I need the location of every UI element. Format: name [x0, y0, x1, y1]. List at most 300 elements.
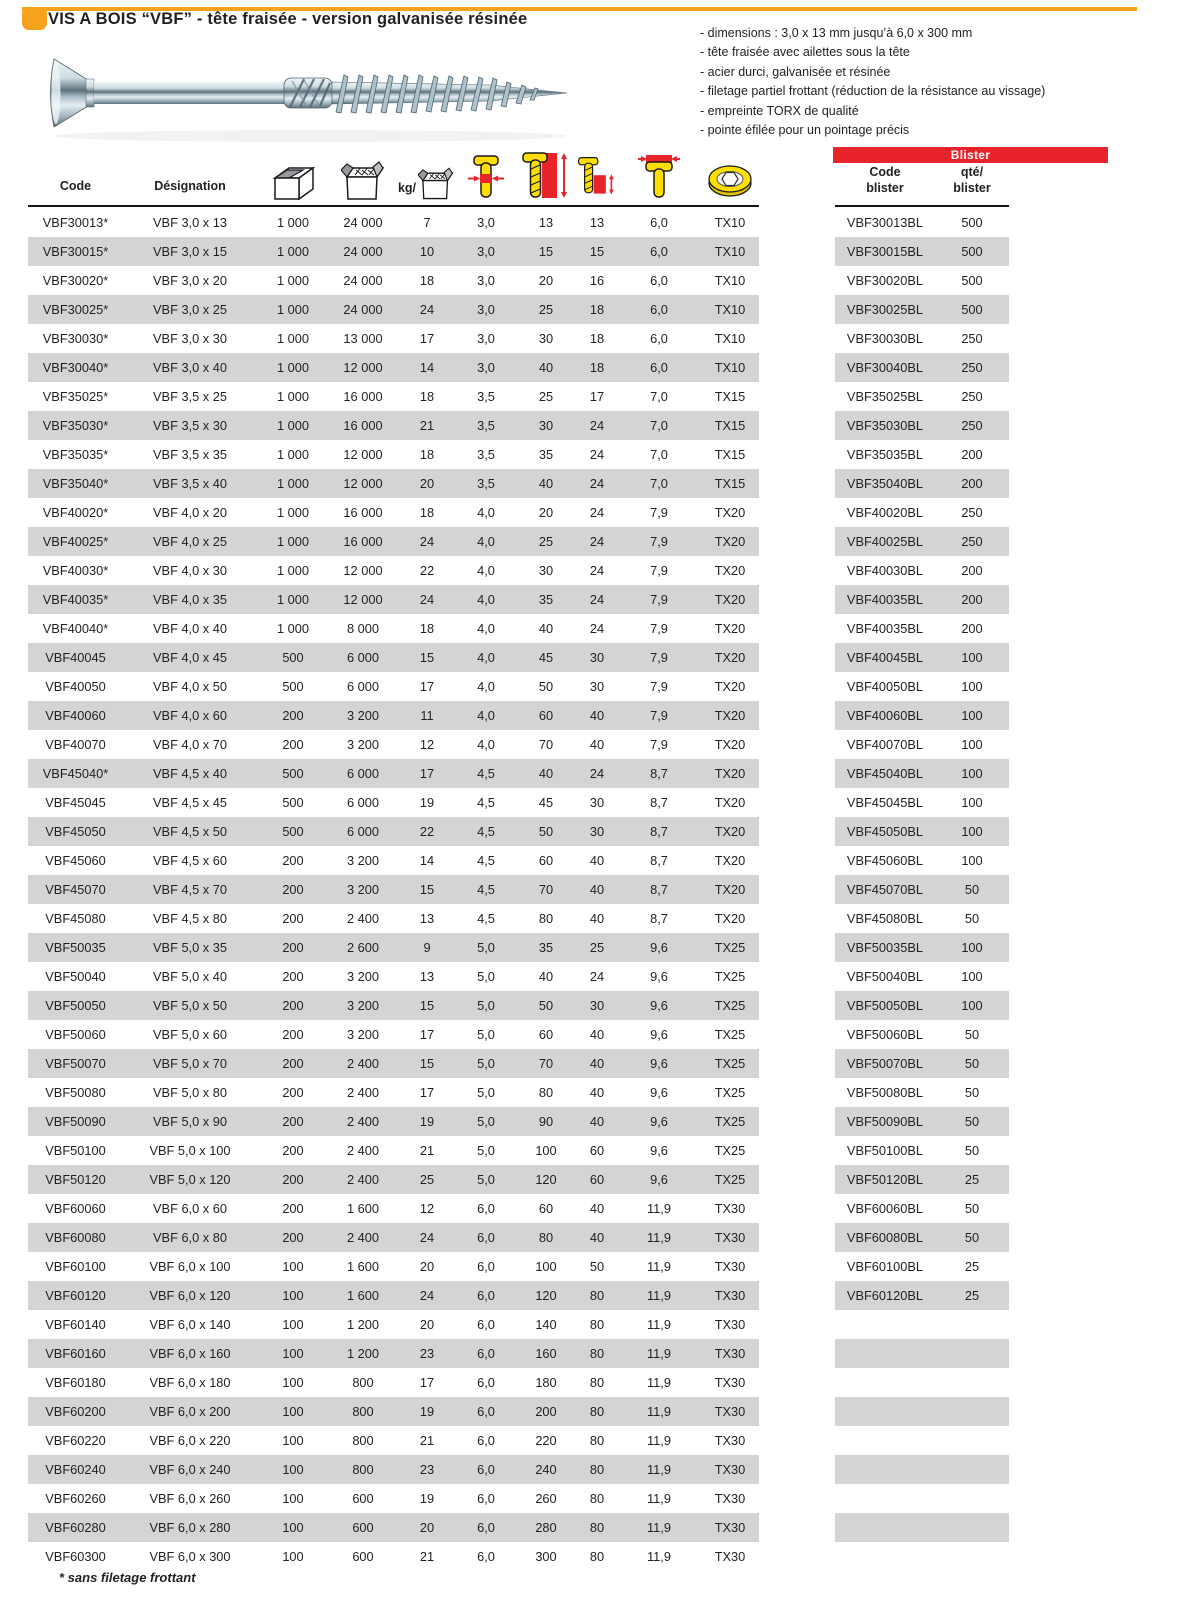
- table-cell: 13: [538, 215, 554, 230]
- blister-cell: VBF40070BL: [846, 737, 924, 752]
- blister-cell: VBF35040BL: [846, 476, 924, 491]
- table-cell: TX30: [714, 1520, 746, 1535]
- table-row: [28, 730, 759, 759]
- table-cell: VBF 6,0 x 160: [149, 1346, 231, 1361]
- table-cell: 5,0: [477, 1172, 495, 1187]
- table-cell: VBF35040*: [42, 476, 109, 491]
- blister-cell: 100: [961, 679, 983, 694]
- blister-cell: VBF40050BL: [846, 679, 924, 694]
- table-cell: 20: [419, 1259, 435, 1274]
- table-cell: 45: [538, 795, 554, 810]
- table-cell: 2 400: [346, 1143, 380, 1158]
- table-cell: VBF 3,0 x 25: [153, 302, 227, 317]
- table-cell: TX15: [714, 447, 746, 462]
- blister-cell: 200: [961, 592, 983, 607]
- table-cell: 40: [589, 882, 605, 897]
- table-cell: 300: [535, 1549, 557, 1564]
- blister-cell: VBF35025BL: [846, 389, 924, 404]
- blister-row: [835, 1455, 1009, 1484]
- table-cell: VBF 6,0 x 240: [149, 1462, 231, 1477]
- table-cell: 100: [282, 1346, 304, 1361]
- table-cell: TX20: [714, 563, 746, 578]
- table-cell: 2 400: [346, 1172, 380, 1187]
- table-cell: 1 000: [276, 331, 310, 346]
- table-cell: 7,0: [650, 418, 668, 433]
- table-cell: 8,7: [650, 795, 668, 810]
- table-cell: 19: [419, 795, 435, 810]
- table-cell: VBF60100: [45, 1259, 106, 1274]
- table-cell: TX20: [714, 650, 746, 665]
- blister-cell: 50: [964, 1201, 980, 1216]
- table-row: [28, 759, 759, 788]
- blister-cell: 250: [961, 418, 983, 433]
- table-cell: 4,0: [477, 621, 495, 636]
- blister-row: [835, 469, 1009, 498]
- table-cell: 40: [589, 911, 605, 926]
- blister-row: [835, 1049, 1009, 1078]
- blister-cell: 100: [961, 650, 983, 665]
- table-cell: 1 000: [276, 563, 310, 578]
- table-cell: VBF 6,0 x 100: [149, 1259, 231, 1274]
- blister-cell: 50: [964, 1056, 980, 1071]
- table-cell: 11: [420, 708, 434, 723]
- table-cell: 12 000: [343, 360, 383, 375]
- table-cell: 17: [419, 331, 435, 346]
- table-cell: 13: [419, 911, 435, 926]
- table-cell: 200: [282, 969, 304, 984]
- table-cell: VBF40045: [45, 650, 106, 665]
- table-cell: VBF60080: [45, 1230, 106, 1245]
- table-cell: 200: [282, 1056, 304, 1071]
- table-cell: 35: [538, 447, 554, 462]
- table-cell: 12 000: [343, 592, 383, 607]
- table-cell: VBF45050: [45, 824, 106, 839]
- blister-row: [835, 1339, 1009, 1368]
- table-cell: 9,6: [650, 969, 668, 984]
- blister-cell: 250: [961, 505, 983, 520]
- table-cell: 4,0: [477, 505, 495, 520]
- table-cell: 200: [282, 1143, 304, 1158]
- blister-row: [835, 614, 1009, 643]
- table-cell: 3 200: [346, 737, 380, 752]
- table-cell: 500: [282, 650, 304, 665]
- blister-code-header-line1: Code: [869, 165, 901, 179]
- table-cell: 7,9: [650, 679, 668, 694]
- table-cell: 3,5: [477, 447, 495, 462]
- blister-cell: VBF40035BL: [846, 592, 924, 607]
- table-cell: VBF 6,0 x 140: [149, 1317, 231, 1332]
- table-cell: VBF 3,5 x 25: [153, 389, 227, 404]
- table-cell: 2 600: [346, 940, 380, 955]
- table-cell: 200: [282, 708, 304, 723]
- table-cell: 10: [419, 244, 435, 259]
- table-cell: 21: [419, 1143, 435, 1158]
- table-cell: 100: [282, 1549, 304, 1564]
- table-row: [28, 1339, 759, 1368]
- table-cell: TX30: [714, 1317, 746, 1332]
- table-cell: 15: [538, 244, 554, 259]
- table-cell: 24: [589, 592, 605, 607]
- blister-row: [835, 585, 1009, 614]
- table-cell: 21: [419, 418, 435, 433]
- table-cell: 6,0: [650, 273, 668, 288]
- blister-row: [835, 498, 1009, 527]
- table-row: [28, 324, 759, 353]
- table-cell: 24: [419, 592, 435, 607]
- table-cell: 500: [282, 795, 304, 810]
- blister-cell: 50: [964, 1085, 980, 1100]
- table-cell: 1 600: [346, 1201, 380, 1216]
- table-cell: VBF 3,5 x 40: [153, 476, 227, 491]
- table-cell: VBF60240: [45, 1462, 106, 1477]
- blister-cell: 200: [961, 563, 983, 578]
- table-cell: 260: [535, 1491, 557, 1506]
- table-cell: TX20: [714, 592, 746, 607]
- table-cell: 18: [419, 447, 435, 462]
- blister-qty-header-line1: qté/: [960, 165, 984, 179]
- table-cell: 1 000: [276, 360, 310, 375]
- table-cell: 3 200: [346, 882, 380, 897]
- table-cell: 100: [535, 1259, 557, 1274]
- table-cell: VBF 4,0 x 40: [153, 621, 227, 636]
- table-cell: 6,0: [477, 1375, 495, 1390]
- table-cell: 200: [282, 1027, 304, 1042]
- table-row: [28, 411, 759, 440]
- table-cell: 30: [538, 331, 554, 346]
- table-cell: 80: [589, 1462, 605, 1477]
- table-cell: TX30: [714, 1462, 746, 1477]
- blister-row: [835, 701, 1009, 730]
- blister-row: [835, 324, 1009, 353]
- blister-row: [835, 411, 1009, 440]
- table-cell: TX25: [714, 998, 746, 1013]
- feature-item: - acier durci, galvanisée et résinée: [700, 64, 891, 79]
- table-cell: 200: [282, 1230, 304, 1245]
- table-cell: VBF40070: [45, 737, 106, 752]
- table-row: [28, 1107, 759, 1136]
- table-cell: 23: [419, 1346, 435, 1361]
- table-cell: 6,0: [477, 1462, 495, 1477]
- blister-row: [835, 1310, 1009, 1339]
- table-cell: VBF 4,0 x 25: [153, 534, 227, 549]
- table-cell: 15: [589, 244, 605, 259]
- blister-cell: 100: [961, 737, 983, 752]
- table-cell: 1 000: [276, 418, 310, 433]
- table-cell: VBF 5,0 x 35: [153, 940, 227, 955]
- table-cell: 1 000: [276, 621, 310, 636]
- table-cell: 80: [538, 911, 554, 926]
- blister-cell: 100: [961, 766, 983, 781]
- blister-row: [835, 759, 1009, 788]
- table-cell: 60: [589, 1143, 605, 1158]
- table-cell: 6,0: [650, 331, 668, 346]
- table-cell: VBF60280: [45, 1520, 106, 1535]
- table-cell: VBF30025*: [42, 302, 109, 317]
- table-cell: VBF 5,0 x 40: [153, 969, 227, 984]
- table-cell: 24: [589, 621, 605, 636]
- table-cell: 800: [352, 1404, 374, 1419]
- table-cell: TX30: [714, 1346, 746, 1361]
- table-cell: TX25: [714, 1172, 746, 1187]
- feature-item: - dimensions : 3,0 x 13 mm jusqu’à 6,0 x 300 mm: [700, 26, 973, 40]
- blister-cell: VBF50120BL: [846, 1172, 924, 1187]
- thread-length-icon: [577, 152, 617, 204]
- blister-row: [835, 1484, 1009, 1513]
- table-cell: VBF 4,5 x 50: [153, 824, 227, 839]
- table-cell: 50: [538, 679, 554, 694]
- table-row: [28, 846, 759, 875]
- table-cell: 200: [282, 1201, 304, 1216]
- table-cell: 30: [538, 563, 554, 578]
- table-cell: 9,6: [650, 940, 668, 955]
- table-cell: VBF60220: [45, 1433, 106, 1448]
- table-cell: 22: [419, 824, 435, 839]
- table-cell: 9,6: [650, 1143, 668, 1158]
- table-cell: 4,5: [477, 766, 495, 781]
- table-cell: 18: [589, 360, 605, 375]
- table-row: [28, 1136, 759, 1165]
- table-cell: 22: [419, 563, 435, 578]
- table-cell: 2 400: [346, 911, 380, 926]
- table-cell: 8 000: [346, 621, 380, 636]
- table-cell: 70: [538, 882, 554, 897]
- table-cell: 80: [589, 1520, 605, 1535]
- table-cell: 6,0: [477, 1346, 495, 1361]
- table-cell: 17: [419, 1027, 435, 1042]
- table-cell: 18: [589, 331, 605, 346]
- table-cell: 9,6: [650, 998, 668, 1013]
- table-cell: 200: [282, 882, 304, 897]
- table-cell: 7,0: [650, 447, 668, 462]
- table-cell: 3,0: [477, 360, 495, 375]
- table-cell: VBF60300: [45, 1549, 106, 1564]
- table-cell: TX30: [714, 1230, 746, 1245]
- table-cell: 60: [538, 708, 554, 723]
- table-cell: VBF 5,0 x 90: [153, 1114, 227, 1129]
- column-header-code: Code: [59, 179, 92, 193]
- column-header-blister-qty: [935, 165, 1009, 196]
- table-cell: 15: [419, 882, 435, 897]
- table-cell: 7,9: [650, 505, 668, 520]
- blister-row: [835, 1194, 1009, 1223]
- table-cell: 100: [535, 1143, 557, 1158]
- table-cell: 11,9: [647, 1346, 671, 1361]
- table-cell: 4,0: [477, 592, 495, 607]
- table-cell: 80: [589, 1491, 605, 1506]
- table-cell: 1 600: [346, 1259, 380, 1274]
- table-cell: VBF 3,0 x 40: [153, 360, 227, 375]
- table-cell: 25: [538, 389, 554, 404]
- table-cell: 9,6: [650, 1056, 668, 1071]
- table-cell: 1 000: [276, 505, 310, 520]
- table-cell: 1 600: [346, 1288, 380, 1303]
- table-cell: VBF45045: [45, 795, 106, 810]
- table-cell: VBF 3,5 x 30: [153, 418, 227, 433]
- table-cell: 6,0: [477, 1201, 495, 1216]
- table-row: [28, 1078, 759, 1107]
- blister-row: [835, 1542, 1009, 1571]
- table-cell: 160: [535, 1346, 557, 1361]
- table-cell: TX25: [714, 1114, 746, 1129]
- table-cell: 21: [419, 1433, 435, 1448]
- table-cell: VBF45060: [45, 853, 106, 868]
- table-cell: 45: [538, 650, 554, 665]
- blister-row: [835, 1165, 1009, 1194]
- table-cell: 12 000: [343, 476, 383, 491]
- blister-row: [835, 875, 1009, 904]
- table-cell: VBF30015*: [42, 244, 109, 259]
- blister-row: [835, 1136, 1009, 1165]
- table-row: [28, 1049, 759, 1078]
- table-cell: 500: [282, 679, 304, 694]
- table-cell: 23: [419, 1462, 435, 1477]
- blister-row: [835, 382, 1009, 411]
- table-cell: 3,0: [477, 215, 495, 230]
- blister-row: [835, 266, 1009, 295]
- blister-cell: VBF30020BL: [846, 273, 924, 288]
- table-cell: 8,7: [650, 824, 668, 839]
- table-cell: 2 400: [346, 1085, 380, 1100]
- table-cell: VBF 3,5 x 35: [153, 447, 227, 462]
- table-cell: 6,0: [477, 1491, 495, 1506]
- table-cell: 19: [419, 1404, 435, 1419]
- table-cell: TX30: [714, 1491, 746, 1506]
- kg-per-carton-icon: [391, 152, 461, 204]
- table-cell: 800: [352, 1375, 374, 1390]
- table-cell: 3 200: [346, 853, 380, 868]
- table-cell: 24: [589, 766, 605, 781]
- table-row: [28, 614, 759, 643]
- table-cell: 9,6: [650, 1027, 668, 1042]
- table-cell: 24: [419, 1230, 435, 1245]
- table-cell: 120: [535, 1288, 557, 1303]
- table-cell: 30: [589, 679, 605, 694]
- table-cell: 500: [282, 766, 304, 781]
- table-cell: VBF 4,5 x 60: [153, 853, 227, 868]
- table-cell: 11,9: [647, 1375, 671, 1390]
- table-cell: 5,0: [477, 1143, 495, 1158]
- blister-row: [835, 730, 1009, 759]
- table-cell: 200: [282, 1114, 304, 1129]
- table-cell: 17: [419, 1085, 435, 1100]
- table-cell: 6 000: [346, 679, 380, 694]
- screw-product-image: [30, 45, 570, 145]
- table-cell: TX25: [714, 1143, 746, 1158]
- table-row: [28, 643, 759, 672]
- blister-row: [835, 527, 1009, 556]
- table-cell: 6,0: [650, 360, 668, 375]
- blister-cell: 100: [961, 824, 983, 839]
- table-cell: 3,5: [477, 389, 495, 404]
- feature-list: [700, 24, 1045, 140]
- table-cell: 24 000: [343, 273, 383, 288]
- table-cell: 7,9: [650, 592, 668, 607]
- table-cell: VBF 6,0 x 60: [153, 1201, 227, 1216]
- table-cell: VBF 4,0 x 70: [153, 737, 227, 752]
- blister-cell: VBF30025BL: [846, 302, 924, 317]
- table-cell: 16: [589, 273, 605, 288]
- table-cell: 12: [419, 737, 435, 752]
- table-cell: VBF35035*: [42, 447, 109, 462]
- table-cell: VBF 6,0 x 80: [153, 1230, 227, 1245]
- table-cell: 24: [419, 1288, 435, 1303]
- table-cell: VBF 3,0 x 30: [153, 331, 227, 346]
- table-cell: VBF60200: [45, 1404, 106, 1419]
- orange-tab: [22, 7, 47, 30]
- blister-row: [835, 1020, 1009, 1049]
- blister-row: [835, 556, 1009, 585]
- table-cell: 9,6: [650, 1085, 668, 1100]
- blister-cell: 100: [961, 708, 983, 723]
- table-cell: 220: [535, 1433, 557, 1448]
- table-cell: 200: [282, 911, 304, 926]
- blister-row: [835, 1281, 1009, 1310]
- table-cell: 6,0: [650, 244, 668, 259]
- table-cell: VBF 4,5 x 80: [153, 911, 227, 926]
- table-cell: TX20: [714, 679, 746, 694]
- blister-row: [835, 1107, 1009, 1136]
- table-cell: VBF40060: [45, 708, 106, 723]
- table-cell: 40: [589, 1114, 605, 1129]
- table-row: [28, 440, 759, 469]
- table-cell: 100: [282, 1520, 304, 1535]
- table-cell: 3,0: [477, 244, 495, 259]
- blister-row: [835, 440, 1009, 469]
- feature-item: - pointe éfilée pour un pointage précis: [700, 123, 910, 138]
- table-cell: 5,0: [477, 1114, 495, 1129]
- table-cell: 200: [282, 853, 304, 868]
- table-cell: 11,9: [647, 1462, 671, 1477]
- table-cell: TX20: [714, 621, 746, 636]
- table-cell: 16 000: [343, 505, 383, 520]
- table-cell: VBF50040: [45, 969, 106, 984]
- table-cell: VBF 6,0 x 300: [149, 1549, 231, 1564]
- table-cell: 25: [538, 302, 554, 317]
- table-cell: 11,9: [647, 1201, 671, 1216]
- table-cell: 14: [419, 360, 435, 375]
- table-cell: 140: [535, 1317, 557, 1332]
- blister-cell: 100: [961, 940, 983, 955]
- table-cell: 9,6: [650, 1114, 668, 1129]
- table-cell: 8,7: [650, 911, 668, 926]
- table-cell: VBF60120: [45, 1288, 106, 1303]
- table-cell: 4,0: [477, 737, 495, 752]
- page-title: VIS A BOIS “VBF” - tête fraisée - version galvanisée résinée: [48, 10, 528, 28]
- table-cell: 80: [538, 1085, 554, 1100]
- table-cell: VBF 6,0 x 180: [149, 1375, 231, 1390]
- table-cell: 40: [589, 1056, 605, 1071]
- blister-cell: VBF60060BL: [846, 1201, 924, 1216]
- blister-cell: VBF30030BL: [846, 331, 924, 346]
- table-cell: VBF60180: [45, 1375, 106, 1390]
- blister-row: [835, 991, 1009, 1020]
- blister-row: [835, 1078, 1009, 1107]
- table-cell: 19: [419, 1114, 435, 1129]
- table-cell: 90: [538, 1114, 554, 1129]
- table-cell: 17: [419, 1375, 435, 1390]
- table-cell: 20: [538, 505, 554, 520]
- table-cell: 600: [352, 1520, 374, 1535]
- table-cell: 6,0: [477, 1520, 495, 1535]
- blister-cell: 50: [964, 911, 980, 926]
- blister-cell: VBF50080BL: [846, 1085, 924, 1100]
- table-cell: 6 000: [346, 650, 380, 665]
- blister-cell: VBF50035BL: [846, 940, 924, 955]
- table-cell: 6,0: [650, 302, 668, 317]
- table-cell: 40: [589, 1201, 605, 1216]
- footnote: * sans filetage frottant: [59, 1570, 196, 1585]
- table-cell: 40: [589, 1027, 605, 1042]
